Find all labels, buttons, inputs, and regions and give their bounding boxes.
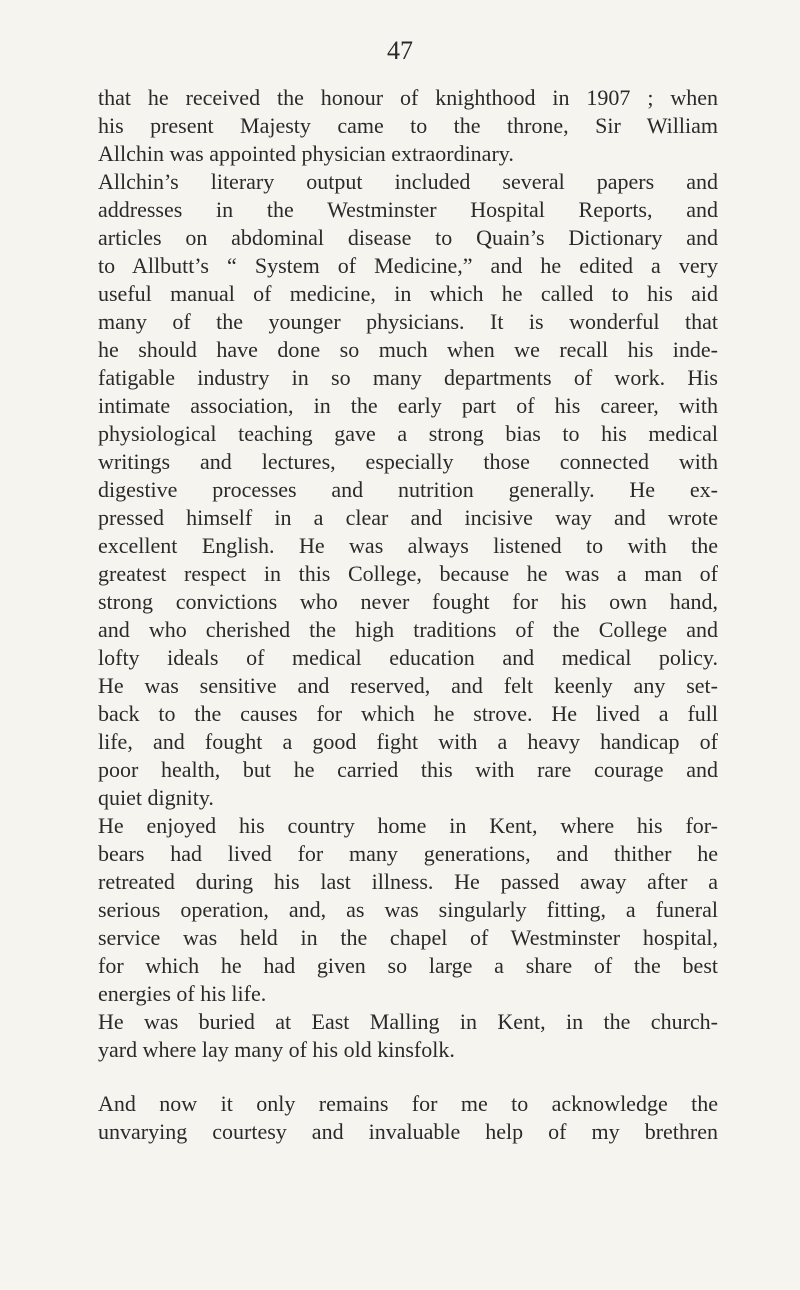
text-line: yard where lay many of his old kinsfolk. — [98, 1037, 455, 1062]
text-line: writings and lectures, especially those connected with — [98, 449, 718, 474]
text-line: life, and fought a good fight with a heavy handicap of — [98, 729, 718, 754]
paragraph-5 — [98, 1090, 718, 1146]
text-line: Allchin was appointed physician extraordinary. — [98, 141, 514, 166]
text-line: he should have done so much when we recall his inde- — [98, 337, 718, 362]
body-text — [98, 84, 718, 1146]
paragraph-2 — [98, 168, 718, 812]
text-line: for which he had given so large a share of the best — [98, 953, 718, 978]
text-line: articles on abdominal disease to Quain’s Dictionary and — [98, 225, 718, 250]
text-line: many of the younger physicians. It is wonderful that — [98, 309, 718, 334]
paragraph-3 — [98, 812, 718, 1008]
text-line: unvarying courtesy and invaluable help of my brethren — [98, 1119, 718, 1144]
text-line: excellent English. He was always listened to with the — [98, 533, 718, 558]
text-line: lofty ideals of medical education and medical policy. — [98, 645, 718, 670]
text-line: retreated during his last illness. He passed away after a — [98, 869, 718, 894]
text-line: to Allbutt’s “ System of Medicine,” and he edited a very — [98, 253, 718, 278]
text-line: service was held in the chapel of Westminster hospital, — [98, 925, 718, 950]
paragraph-4 — [98, 1008, 718, 1064]
text-line: poor health, but he carried this with rare courage and — [98, 757, 718, 782]
text-line: greatest respect in this College, because he was a man of — [98, 561, 718, 586]
text-line: back to the causes for which he strove. He lived a full — [98, 701, 718, 726]
text-line: digestive processes and nutrition generally. He ex- — [98, 477, 718, 502]
text-line: physiological teaching gave a strong bias to his medical — [98, 421, 718, 446]
page-number: 47 — [387, 36, 413, 65]
text-line: fatigable industry in so many departments of work. His — [98, 365, 718, 390]
text-line: that he received the honour of knighthood in 1907 ; when — [98, 85, 718, 110]
text-line: He was sensitive and reserved, and felt keenly any set- — [98, 673, 718, 698]
text-line: energies of his life. — [98, 981, 267, 1006]
text-line: intimate association, in the early part of his career, with — [98, 393, 718, 418]
text-line: serious operation, and, as was singularly fitting, a funeral — [98, 897, 718, 922]
text-line: strong convictions who never fought for his own hand, — [98, 589, 718, 614]
text-line: He was buried at East Malling in Kent, in the church- — [98, 1009, 718, 1034]
text-line: and who cherished the high traditions of the College and — [98, 617, 718, 642]
paragraph-gap — [98, 1064, 718, 1090]
text-line: pressed himself in a clear and incisive way and wrote — [98, 505, 718, 530]
text-line: And now it only remains for me to acknowledge the — [98, 1091, 718, 1116]
text-line: Allchin’s literary output included several papers and — [98, 169, 718, 194]
text-line: useful manual of medicine, in which he called to his aid — [98, 281, 718, 306]
text-line: He enjoyed his country home in Kent, where his for- — [98, 813, 718, 838]
text-line: quiet dignity. — [98, 785, 214, 810]
text-line: addresses in the Westminster Hospital Reports, and — [98, 197, 718, 222]
text-line: bears had lived for many generations, and thither he — [98, 841, 718, 866]
paragraph-1 — [98, 84, 718, 168]
text-line: his present Majesty came to the throne, Sir William — [98, 113, 718, 138]
